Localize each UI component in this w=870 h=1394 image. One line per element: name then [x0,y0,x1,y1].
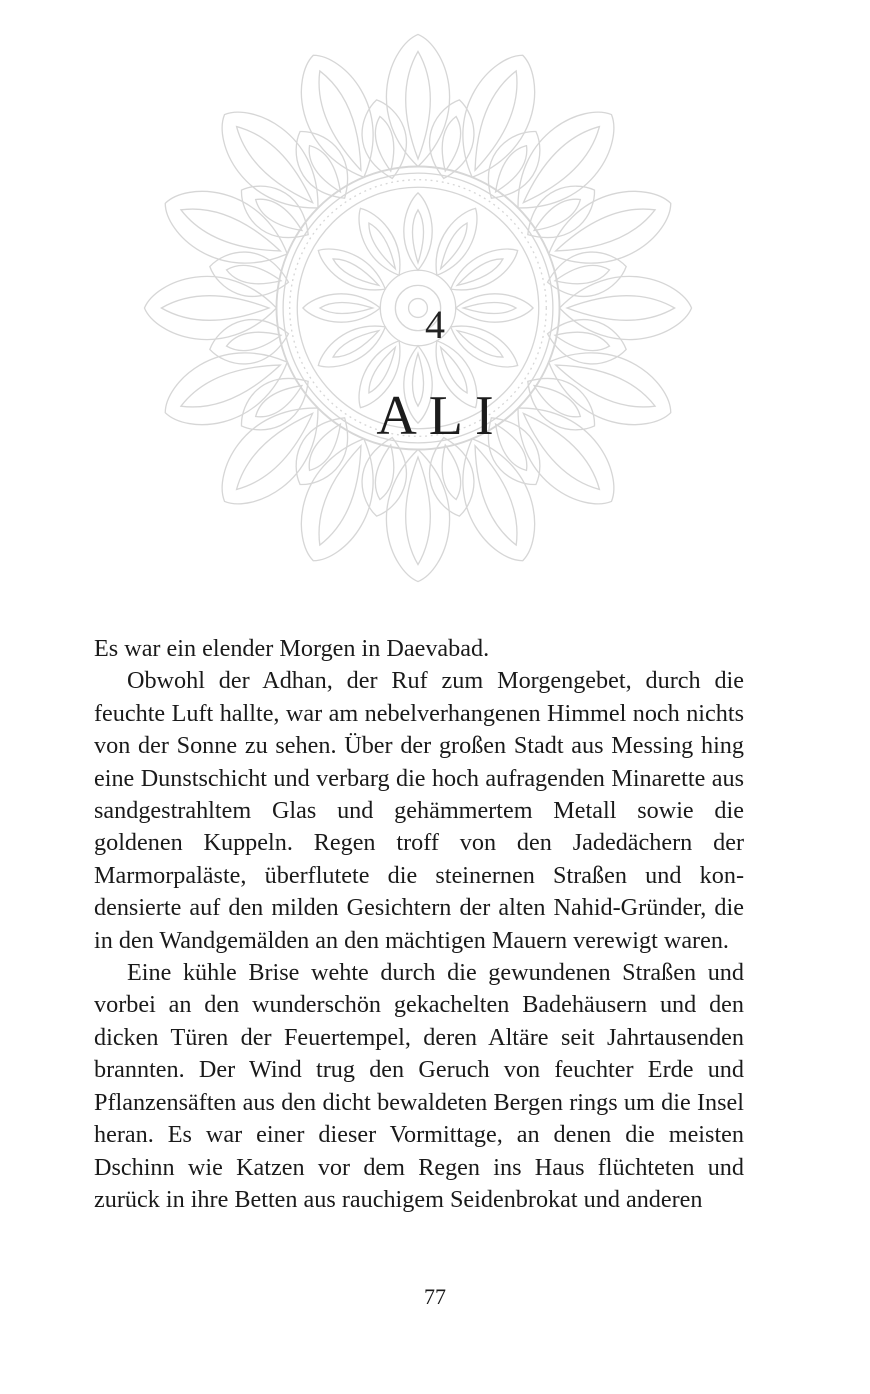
body-text [94,633,744,1216]
paragraph: Es war ein elender Morgen in Daevabad. [94,635,490,662]
paragraph: Obwohl der Adhan, der Ruf zum Morgengebet, durch die feuchte Luft hallte, war am nebelverhangenen Himmel noch nichts von der Sonne zu sehen. Über der großen Stadt aus Messing hing eine Dunstschicht und verbarg die hoch aufragenden Minarette aus sandgestrahltem Glas und gehämmertem Metall sowie die goldenen Kuppeln. Regen troff von den Jadedächern der Marmorpaläste, überflutete die steinernen Straßen und kondensierte auf den milden Gesichtern der alten Nahid-Gründer, die in den Wandgemälden an den mächtigen Mauern verewigt waren. [94,667,744,954]
chapter-title: ALI [376,385,506,447]
chapter-number: 4 [425,302,445,347]
paragraph: Eine kühle Brise wehte durch die gewundenen Straßen und vorbei an den wunderschön gekachelten Badehäusern und den dicken Türen der Feuertempel, deren Altäre seit Jahrtausenden brannten. Der Wind trug den Geruch von feuchter Erde und Pflanzensäften aus den dicht bewaldeten Bergen rings um die Insel heran. Es war einer dieser Vormittage, an denen die meisten Dschinn wie Katzen vor dem Regen ins Haus flüchteten und zurück in ihre Betten aus rauchigem Seidenbrokat und anderen [94,959,744,1213]
page-number: 77 [424,1284,446,1309]
